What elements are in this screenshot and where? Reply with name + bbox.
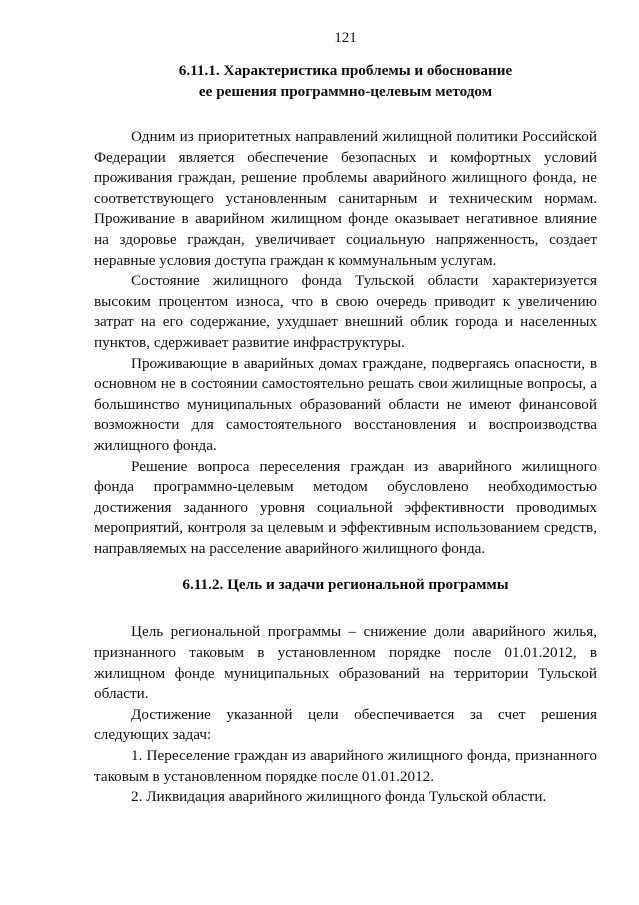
paragraph-1: Одним из приоритетных направлений жилищной политики Российской Федерации является обеспечение безопасных и комфортных условий проживания граждан, решение проблемы аварийного жилищного фонда, не соответствующего установленным санитарным и техническим нормам. Проживание в аварийном жилищном фонде оказывает негативное влияние на здоровье граждан, увеличивает социальную напряженность, создает неравные условия доступа граждан к коммунальным услугам. [94,128,597,269]
section-heading-6-11-2: 6.11.2. Цель и задачи региональной программы [182,576,509,594]
spacer [94,102,597,127]
section-heading-6-11-1 [94,60,597,102]
paragraph-2: Состояние жилищного фонда Тульской области характеризуется высоким процентом износа, что в свою очередь приводит к увеличению затрат на его содержание, ухудшает внешний облик города и населенных пунктов, сдерживает развитие инфраструктуры. [94,272,597,351]
spacer [94,559,597,574]
paragraph-goal: Цель региональной программы – снижение доли аварийного жилья, признанного таковым в установленном порядке после 01.01.2012, в жилищном фонде муниципальных образований на территории Тульской области. [94,623,597,703]
paragraph-tasks-intro: Достижение указанной цели обеспечивается за счет решения следующих задач: [94,705,597,744]
section-heading-line-2: ее решения программно-целевым методом [198,83,493,100]
page-number: 121 [334,30,357,46]
spacer [94,595,597,622]
paragraph-4: Решение вопроса переселения граждан из аварийного жилищного фонда программно-целевым методом обусловлено необходимостью достижения заданного уровня социальной эффективности проводимых мероприятий, контроля за целевым и эффективным использованием средств, направляемых на расселение аварийного жилищного фонда. [94,457,597,557]
task-item-2: 2. Ликвидация аварийного жилищного фонда Тульской области. [131,788,547,806]
paragraph-3: Проживающие в аварийных домах граждане, подвергаясь опасности, в основном не в состоянии самостоятельно решать свои жилищные вопросы, а большинство муниципальных образований области не имеют финансовой возможности для самостоятельного восстановления и воспроизводства жилищного фонда. [94,354,597,454]
section-heading-line-1: 6.11.1. Характеристика проблемы и обоснование [178,62,513,79]
task-item-1: 1. Переселение граждан из аварийного жилищного фонда, признанного таковым в установленном порядке после 01.01.2012. [94,747,597,785]
